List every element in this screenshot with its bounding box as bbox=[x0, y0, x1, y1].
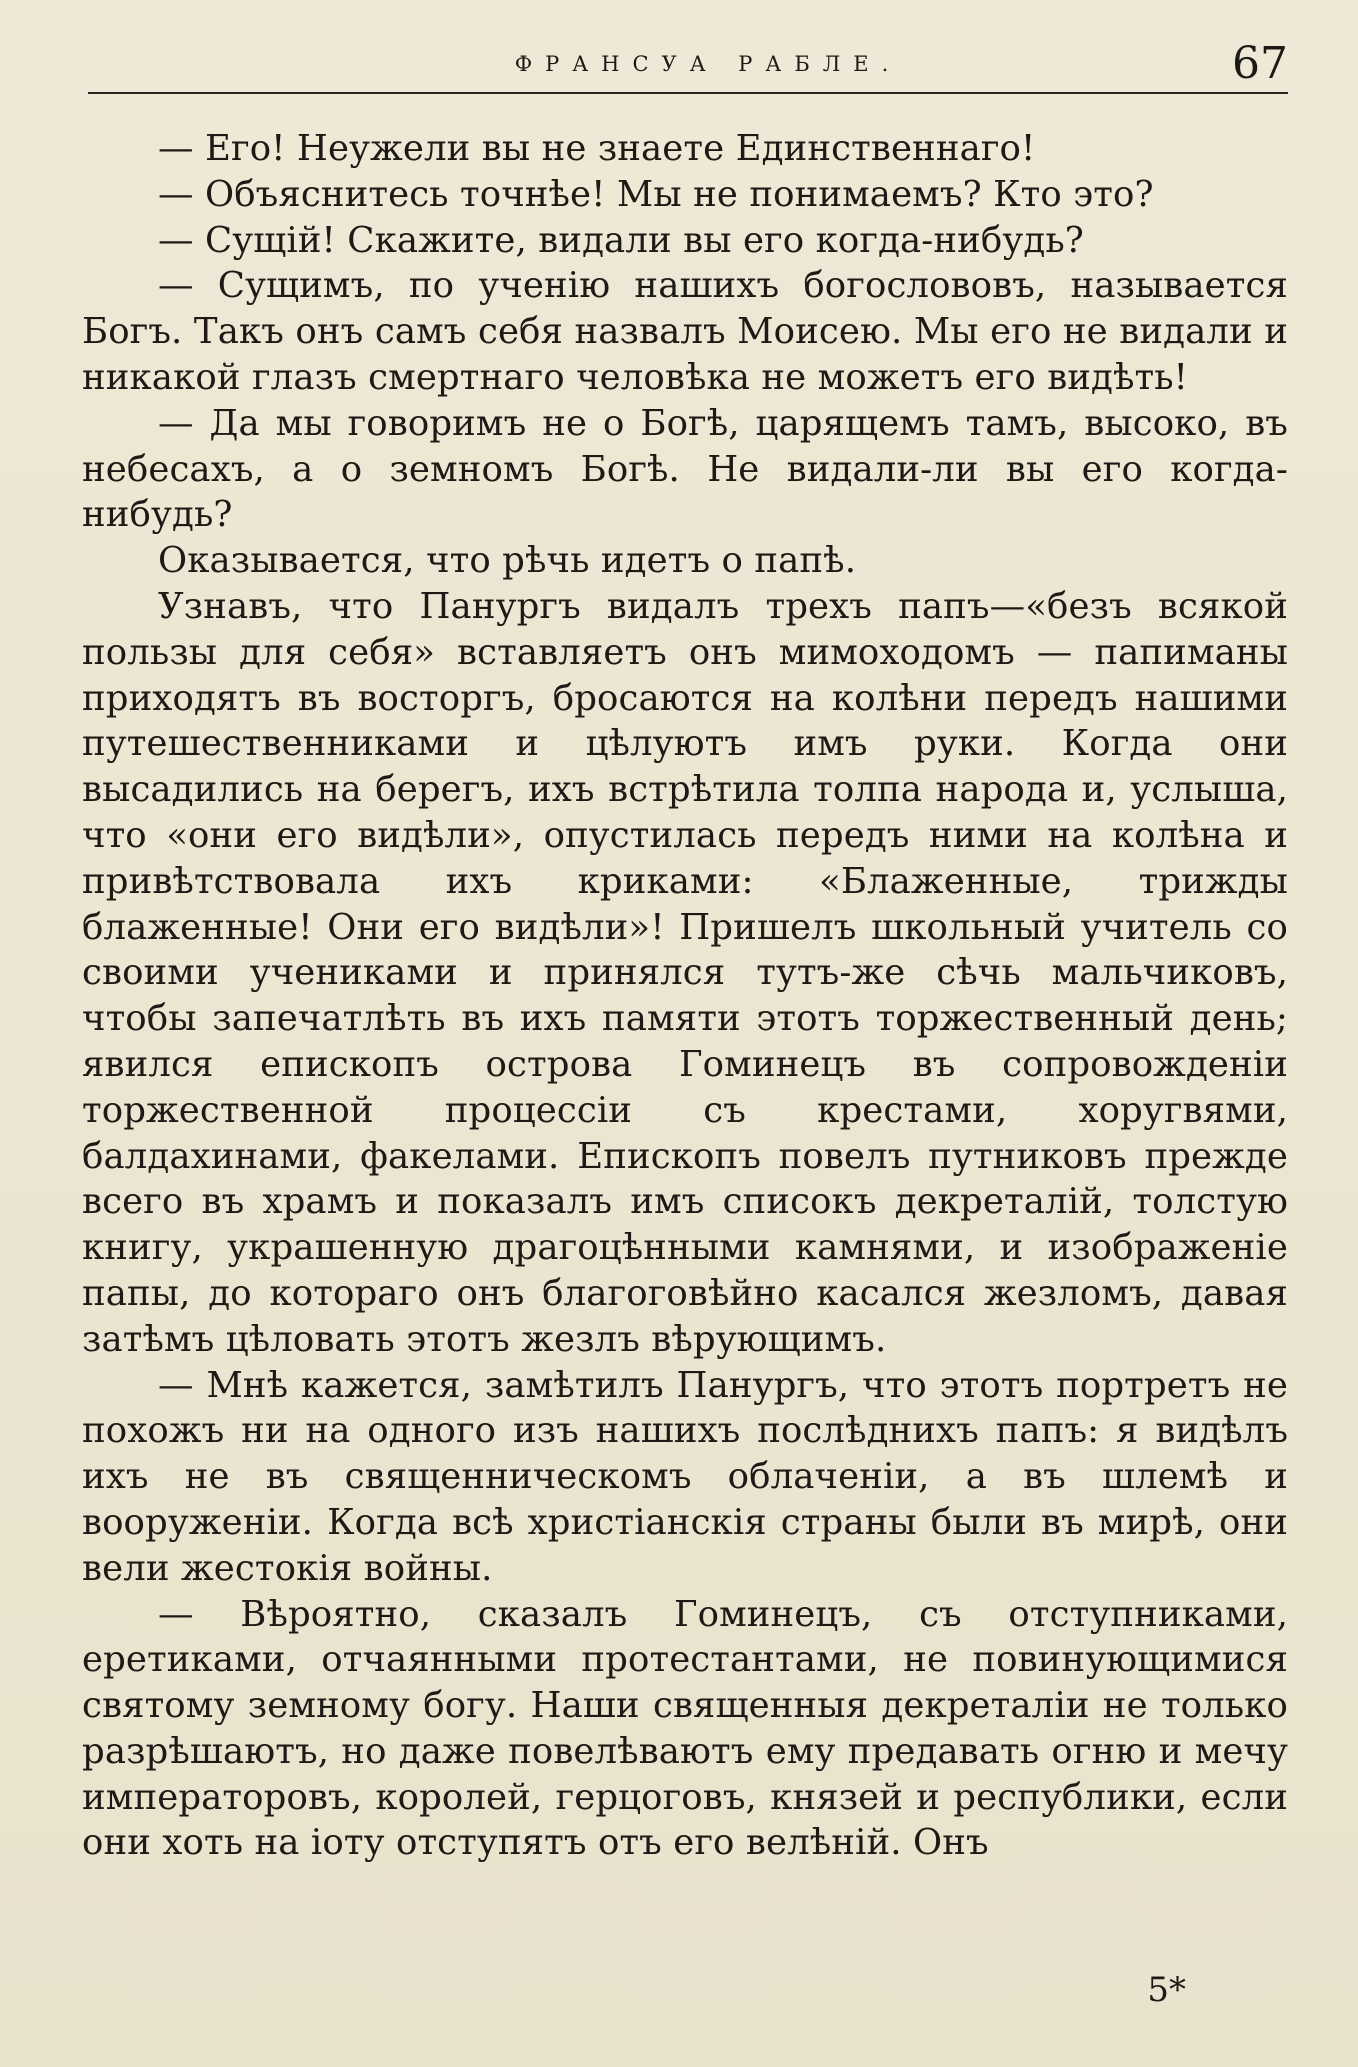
running-title: ФРАНСУА РАБЛЕ. bbox=[514, 52, 902, 76]
paragraph: Оказывается, что рѣчь идетъ о папѣ. bbox=[158, 540, 857, 582]
paragraph: — Да мы говоримъ не о Богѣ, царящемъ тамъ, высоко, въ небесахъ, а о земномъ Богѣ. Не видали-ли вы его когда-нибудь? bbox=[82, 402, 1288, 536]
signature-mark: 5* bbox=[1147, 1970, 1186, 2010]
header-rule bbox=[88, 92, 1288, 94]
running-head bbox=[88, 38, 1288, 94]
page-number: 67 bbox=[1232, 38, 1288, 89]
paragraph: Узнавъ, что Панургъ видалъ трехъ папъ—«безъ всякой пользы для себя» вставляетъ онъ мимоходомъ — папиманы приходятъ въ восторгъ, бросаются на колѣни передъ нашими путешественниками и цѣлуютъ имъ руки. Когда они высадились на берегъ, ихъ встрѣтила толпа народа и, услыша, что «они его видѣли», опустилась передъ ними на колѣна и привѣтствовала ихъ криками: «Блаженные, трижды блаженные! Они его видѣли»! Пришелъ школьный учитель со своими учениками и принялся тутъ-же сѣчь мальчиковъ, чтобы запечатлѣть въ ихъ памяти этотъ торжественный день; явился епископъ острова Гоминецъ въ сопровожденіи торжественной процессіи съ крестами, хоругвями, балдахинами, факелами. Епископъ повелъ путниковъ прежде всего въ храмъ и показалъ имъ списокъ декреталій, толстую книгу, украшенную драгоцѣнными камнями, и изображеніе папы, до котораго онъ благоговѣйно касался жезломъ, давая затѣмъ цѣловать этотъ жезлъ вѣрующимъ. bbox=[82, 585, 1288, 1360]
paragraph: — Объяснитесь точнѣе! Мы не понимаемъ? Кто это? bbox=[158, 173, 1154, 215]
paragraph: — Его! Неужели вы не знаете Единственнаго! bbox=[158, 128, 1036, 169]
body-text bbox=[82, 126, 1288, 1866]
paragraph: — Вѣроятно, сказалъ Гоминецъ, съ отступниками, еретиками, отчаянными протестантами, не повинующимися святому земному богу. Наши священныя декреталіи не только разрѣшаютъ, но даже повелѣваютъ ему предавать огню и мечу императоровъ, королей, герцоговъ, князей и республики, если они хоть на іоту отступятъ отъ его велѣній. Онъ bbox=[82, 1593, 1288, 1864]
paragraph: — Мнѣ кажется, замѣтилъ Панургъ, что этотъ портретъ не похожъ ни на одного изъ нашихъ послѣднихъ папъ: я видѣлъ ихъ не въ священническомъ облаченіи, а въ шлемѣ и вооруженіи. Когда всѣ христіанскія страны были въ мирѣ, они вели жестокія войны. bbox=[82, 1364, 1288, 1589]
paragraph: — Сущимъ, по ученію нашихъ богослововъ, называется Богъ. Такъ онъ самъ себя назвалъ Моисею. Мы его не видали и никакой глазъ смертнаго человѣка не можетъ его видѣть! bbox=[82, 265, 1288, 398]
paragraph: — Сущій! Скажите, видали вы его когда-нибудь? bbox=[158, 219, 1084, 261]
